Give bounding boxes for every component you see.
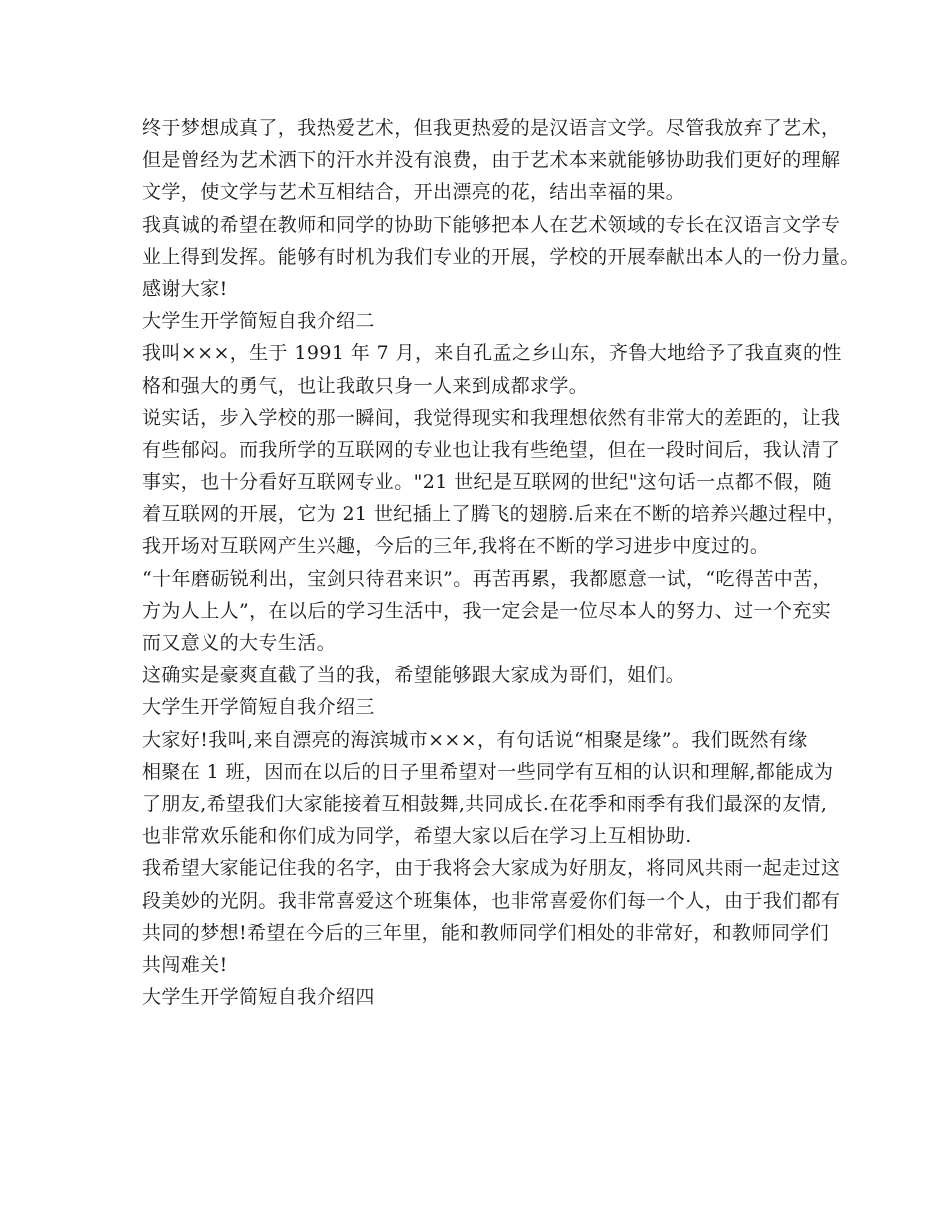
- text-line: 方为人上人”，在以后的学习生活中，我一定会是一位尽本人的努力、过一个充实: [142, 599, 832, 622]
- text-line: 了朋友,希望我们大家能接着互相鼓舞,共同成长.在花季和雨季有我们最深的友情,: [142, 792, 828, 815]
- text-line: 也非常欢乐能和你们成为同学，希望大家以后在学习上互相协助.: [142, 825, 692, 848]
- text-line: 业上得到发挥。能够有时机为我们专业的开展，学校的开展奉献出本人的一份力量。: [142, 245, 860, 268]
- text-line: 有些郁闷。而我所学的互联网的专业也让我有些绝望，但在一段时间后，我认清了: [142, 438, 841, 461]
- text-line: 大家好!我叫,来自漂亮的海滨城市×××，有句话说“相聚是缘”。我们既然有缘: [142, 728, 808, 751]
- text-line: 事实，也十分看好互联网专业。"21 世纪是互联网的世纪"这句话一点都不假，随: [142, 471, 832, 494]
- text-line: 格和强大的勇气，也让我敢只身一人来到成都求学。: [142, 374, 589, 397]
- document-body: [142, 112, 860, 1013]
- text-line: “十年磨砺锐利出，宝剑只待君来识”。再苦再累，我都愿意一试，“吃得苦中苦，: [142, 567, 832, 590]
- text-line: 我希望大家能记住我的名字，由于我将会大家成为好朋友，将同风共雨一起走过这: [142, 857, 841, 880]
- text-line: 这确实是豪爽直截了当的我，希望能够跟大家成为哥们，姐们。: [142, 664, 686, 687]
- text-line: 共同的梦想!希望在今后的三年里，能和教师同学们相处的非常好，和教师同学们: [142, 921, 830, 944]
- text-line: 文学，使文学与艺术互相结合，开出漂亮的花，结出幸福的果。: [142, 181, 686, 204]
- text-line: 说实话，步入学校的那一瞬间，我觉得现实和我理想依然有非常大的差距的，让我: [142, 406, 841, 429]
- text-line: 我叫×××，生于 1991 年 7 月，来自孔孟之乡山东，齐鲁大地给予了我直爽的性: [142, 342, 842, 365]
- text-line: 我开场对互联网产生兴趣，今后的三年,我将在不断的学习进步中度过的。: [142, 535, 770, 558]
- text-line: 相聚在 1 班，因而在以后的日子里希望对一些同学有互相的认识和理解,都能成为: [142, 760, 834, 783]
- text-line: 共闯难关!: [142, 953, 228, 976]
- section-heading: 大学生开学简短自我介绍四: [142, 986, 375, 1009]
- text-line: 而又意义的大专生活。: [142, 632, 337, 654]
- text-line: 感谢大家!: [142, 277, 228, 300]
- text-line: 终于梦想成真了，我热爱艺术，但我更热爱的是汉语言文学。尽管我放弃了艺术，: [142, 117, 841, 139]
- section-heading: 大学生开学简短自我介绍二: [142, 310, 375, 333]
- section-heading: 大学生开学简短自我介绍三: [142, 696, 375, 719]
- text-line: 但是曾经为艺术洒下的汗水并没有浪费，由于艺术本来就能够协助我们更好的理解: [142, 149, 841, 172]
- text-line: 我真诚的希望在教师和同学的协助下能够把本人在艺术领域的专长在汉语言文学专: [142, 213, 841, 236]
- text-line: 段美妙的光阴。我非常喜爱这个班集体，也非常喜爱你们每一个人，由于我们都有: [142, 889, 841, 912]
- text-line: 着互联网的开展，它为 21 世纪插上了腾飞的翅膀.后来在不断的培养兴趣过程中，: [142, 503, 846, 526]
